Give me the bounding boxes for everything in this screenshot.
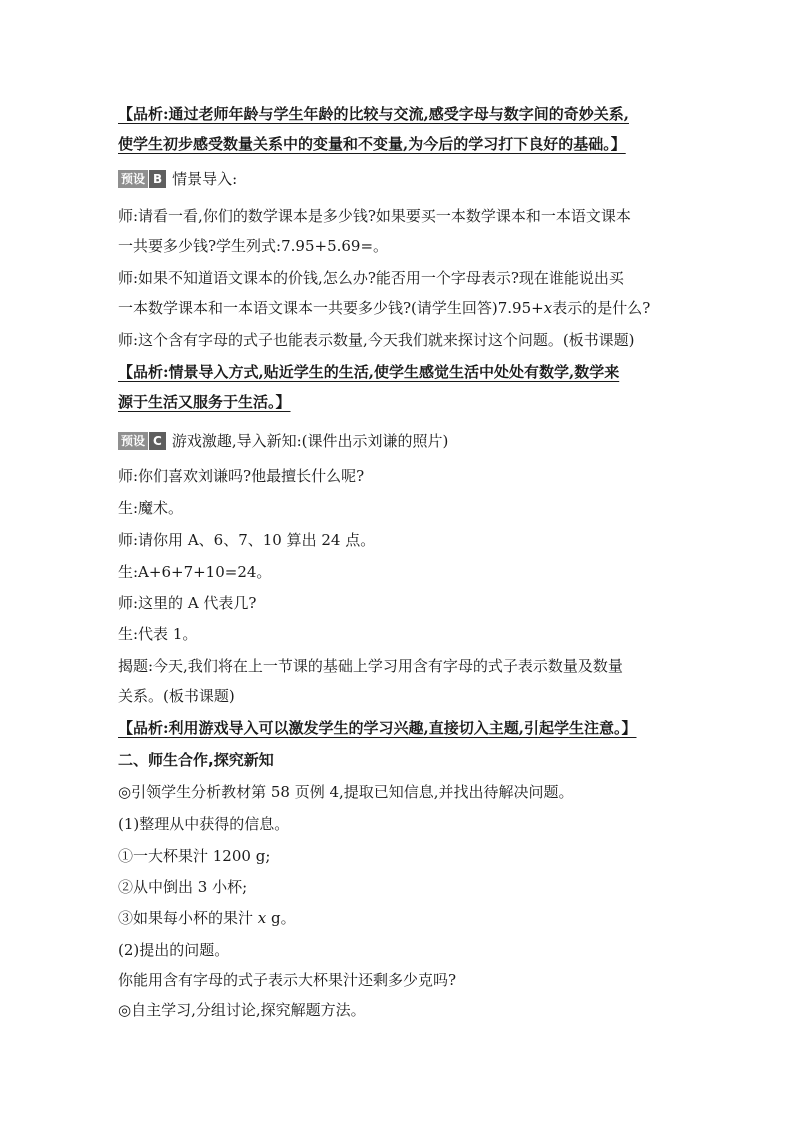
preset-b-title: 情景导入: bbox=[172, 170, 238, 188]
variable-x: x bbox=[543, 299, 553, 317]
paragraph-line: 生:A+6+7+10=24。 bbox=[118, 563, 272, 581]
preset-c-badge: 预设 C bbox=[118, 432, 166, 450]
preset-c-title: 游戏激趣,导入新知:(课件出示刘谦的照片) bbox=[171, 432, 449, 450]
paragraph-line: 师:如果不知道语文课本的价钱,怎么办?能否用一个字母表示?现在谁能说出买 bbox=[118, 269, 624, 287]
preset-c-heading bbox=[118, 430, 448, 451]
preset-b-badge: 预设 B bbox=[118, 170, 166, 188]
paragraph-line: ①一大杯果汁 1200 g; bbox=[118, 847, 271, 865]
paragraph-line: ◎自主学习,分组讨论,探究解题方法。 bbox=[118, 1001, 366, 1019]
analysis-text: 源于生活又服务于生活。】 bbox=[118, 393, 291, 411]
paragraph-line: 师:你们喜欢刘谦吗?他最擅长什么呢? bbox=[118, 467, 365, 485]
paragraph-line: 师:请你用 A、6、7、10 算出 24 点。 bbox=[118, 531, 376, 549]
paragraph-line: 生:魔术。 bbox=[118, 499, 184, 517]
paragraph-line: 一本数学课本和一本语文课本一共要多少钱?(请学生回答)7.95+x表示的是什么? bbox=[118, 299, 651, 317]
paragraph-line: ③如果每小杯的果汁 x g。 bbox=[118, 909, 296, 927]
analysis-text: 【品析:情景导入方式,贴近学生的生活,使学生感觉生活中处处有数学,数学来 bbox=[118, 363, 620, 381]
paragraph-line: 关系。(板书课题) bbox=[118, 687, 235, 705]
paragraph-line: (2)提出的问题。 bbox=[118, 941, 230, 959]
paragraph-line: 一共要多少钱?学生列式:7.95+5.69=。 bbox=[118, 237, 389, 255]
paragraph-line: 师:这个含有字母的式子也能表示数量,今天我们就来探讨这个问题。(板书课题) bbox=[118, 331, 635, 349]
analysis-text: 【品析:通过老师年龄与学生年龄的比较与交流,感受字母与数字间的奇妙关系, bbox=[118, 105, 629, 123]
paragraph-line: (1)整理从中获得的信息。 bbox=[118, 815, 290, 833]
paragraph-line: 你能用含有字母的式子表示大杯果汁还剩多少克吗? bbox=[118, 971, 457, 989]
paragraph-line: ◎引领学生分析教材第 58 页例 4,提取已知信息,并找出待解决问题。 bbox=[118, 783, 574, 801]
paragraph-line: 师:这里的 A 代表几? bbox=[118, 594, 257, 612]
analysis-text: 【品析:利用游戏导入可以激发学生的学习兴趣,直接切入主题,引起学生注意。】 bbox=[118, 719, 637, 737]
paragraph-line: ②从中倒出 3 小杯; bbox=[118, 878, 248, 896]
paragraph-line: 师:请看一看,你们的数学课本是多少钱?如果要买一本数学课本和一本语文课本 bbox=[118, 207, 631, 225]
paragraph-line: 生:代表 1。 bbox=[118, 625, 198, 643]
preset-b-heading bbox=[118, 168, 237, 189]
analysis-text: 使学生初步感受数量关系中的变量和不变量,为今后的学习打下良好的基础。】 bbox=[118, 135, 626, 153]
paragraph-line: 揭题:今天,我们将在上一节课的基础上学习用含有字母的式子表示数量及数量 bbox=[118, 657, 623, 675]
variable-x: x bbox=[257, 909, 267, 927]
section-heading: 二、师生合作,探究新知 bbox=[118, 751, 274, 769]
